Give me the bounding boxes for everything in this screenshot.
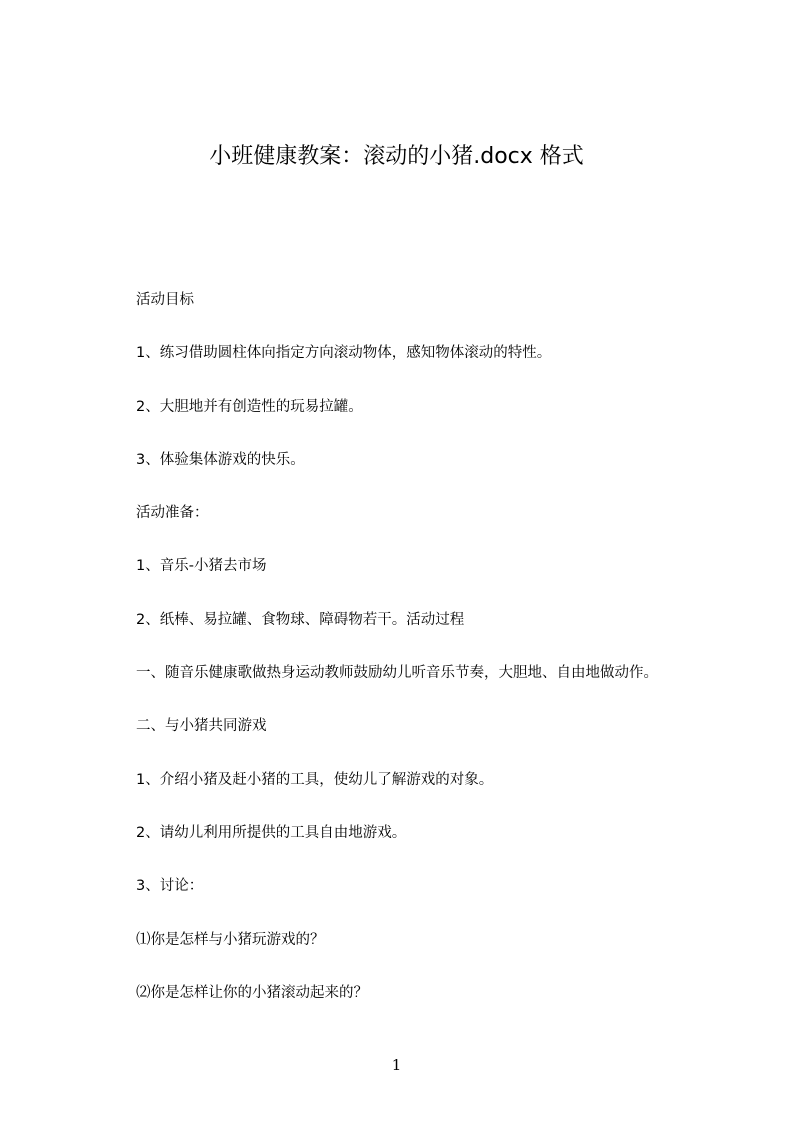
body-line: 3、体验集体游戏的快乐。 xyxy=(136,451,305,468)
body-line: 3、讨论： xyxy=(136,878,204,895)
body-line: 活动目标 xyxy=(136,292,194,308)
page-number: 1 xyxy=(391,1056,402,1074)
body-line: 二、与小猪共同游戏 xyxy=(136,718,267,735)
body-line: 1、音乐-小猪去市场 xyxy=(136,558,267,575)
document-body xyxy=(136,288,776,1034)
body-line: 2、请幼儿利用所提供的工具自由地游戏。 xyxy=(136,824,407,841)
body-line: 2、大胆地并有创造性的玩易拉罐。 xyxy=(136,398,363,415)
body-line: ⑵你是怎样让你的小猪滚动起来的？ xyxy=(136,984,368,1001)
body-line: 1、介绍小猪及赶小猪的工具，使幼儿了解游戏的对象。 xyxy=(136,771,494,788)
body-line: ⑴你是怎样与小猪玩游戏的？ xyxy=(136,931,325,948)
body-line: 活动准备： xyxy=(136,505,209,522)
document-title: 小班健康教案：滚动的小猪.docx 格式 xyxy=(209,144,584,169)
body-line: 2、纸棒、易拉罐、食物球、障碍物若干。活动过程 xyxy=(136,611,465,628)
body-line: 一、随音乐健康歌做热身运动教师鼓励幼儿听音乐节奏，大胆地、自由地做动作。 xyxy=(136,665,658,682)
body-line: 1、练习借助圆柱体向指定方向滚动物体，感知物体滚动的特性。 xyxy=(136,345,552,362)
